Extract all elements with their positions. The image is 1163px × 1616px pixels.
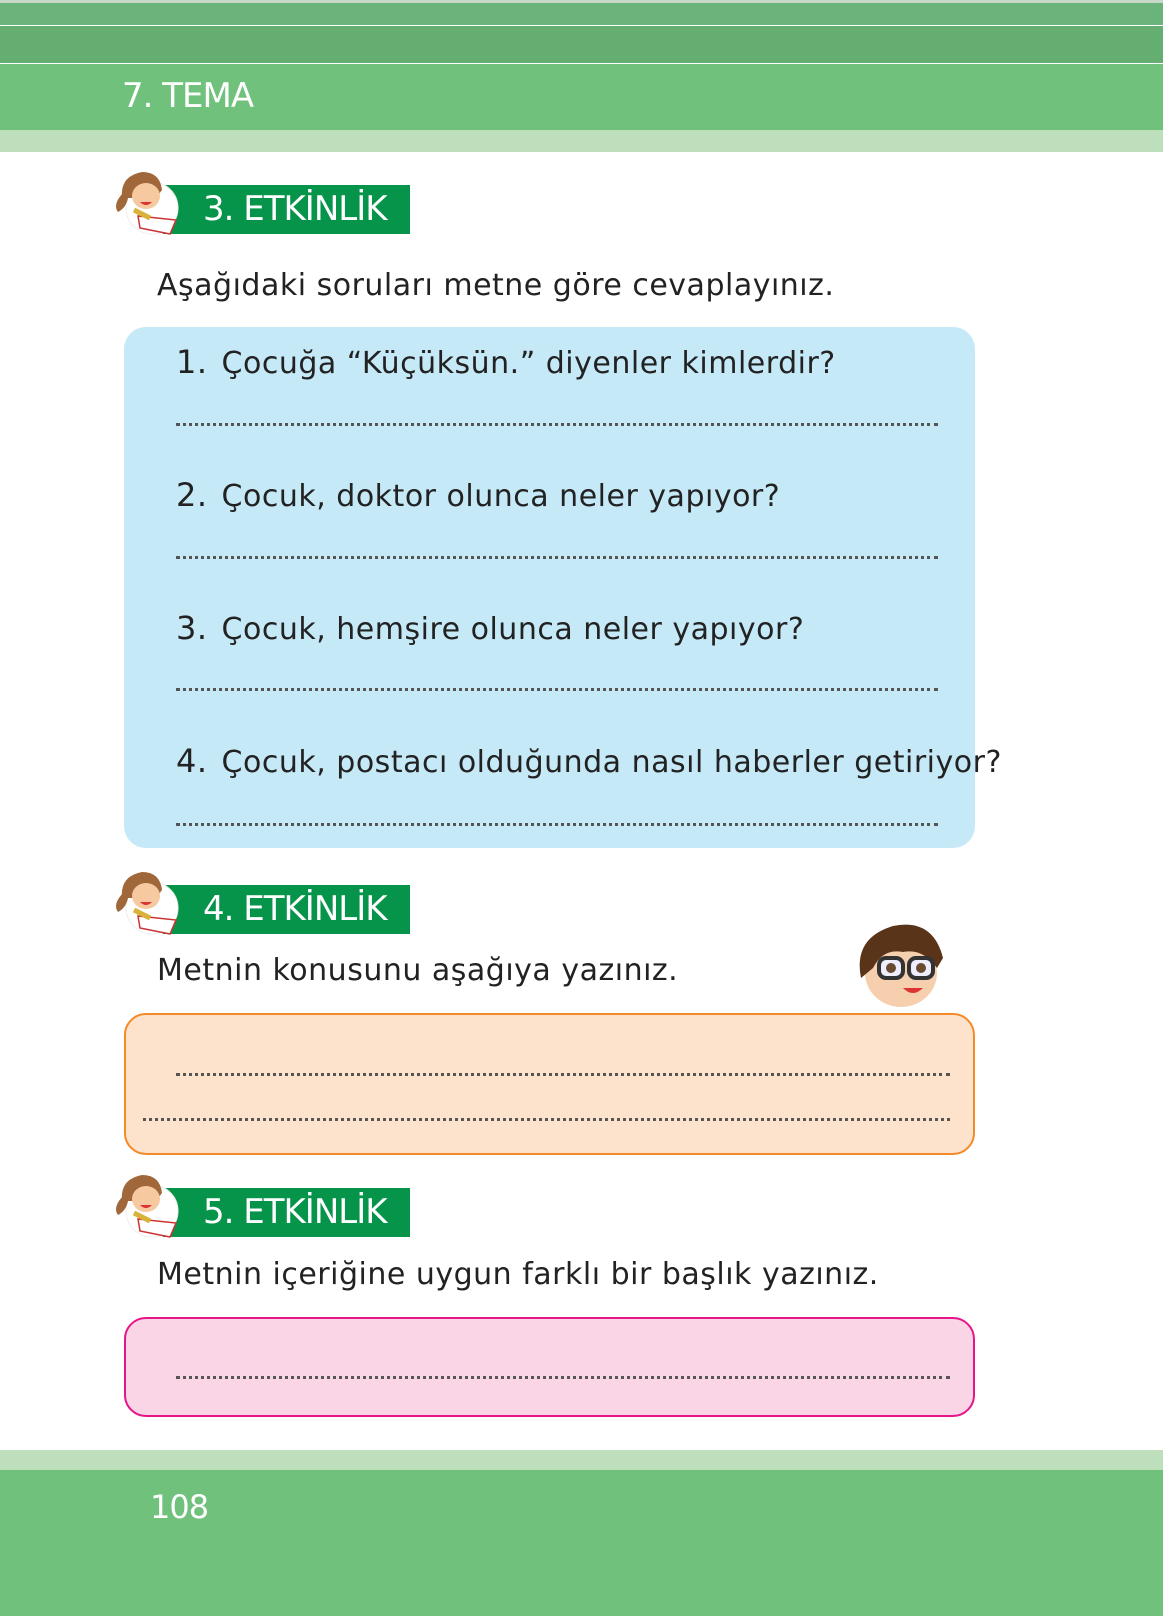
header-band-1 — [0, 3, 1163, 25]
topic-answer-box[interactable] — [124, 1013, 975, 1155]
question-number: 1. — [176, 343, 208, 381]
activity-3-instruction: Aşağıdaki soruları metne göre cevaplayınız. — [157, 268, 835, 303]
activity-5-instruction: Metnin içeriğine uygun farklı bir başlık yazınız. — [157, 1257, 879, 1292]
topic-answer-line-2[interactable] — [143, 1118, 950, 1121]
question-text: Çocuk, doktor olunca neler yapıyor? — [221, 479, 781, 514]
activity-3-banner: 3. ETKİNLİK — [163, 185, 410, 234]
girl-reading-icon — [110, 868, 185, 940]
answer-line-4[interactable] — [176, 823, 938, 826]
answer-line-1[interactable] — [176, 423, 938, 426]
question-1 — [176, 343, 836, 381]
activity-4-banner: 4. ETKİNLİK — [163, 885, 410, 934]
title-answer-box[interactable] — [124, 1317, 975, 1417]
question-4 — [176, 742, 1002, 780]
page-number: 108 — [150, 1488, 209, 1526]
question-2 — [176, 476, 780, 514]
question-text: Çocuğa “Küçüksün.” diyenler kimlerdir? — [221, 346, 836, 381]
question-number: 4. — [176, 742, 208, 780]
question-3 — [176, 609, 804, 647]
footer-band-light — [0, 1450, 1163, 1470]
title-answer-line[interactable] — [176, 1376, 950, 1379]
girl-reading-icon — [110, 1171, 185, 1243]
activity-5-banner: 5. ETKİNLİK — [163, 1188, 410, 1237]
topic-answer-line-1[interactable] — [176, 1073, 950, 1076]
answer-line-3[interactable] — [176, 688, 938, 691]
header-band-2 — [0, 26, 1163, 63]
boy-with-glasses-icon — [853, 918, 948, 1014]
header-band-light — [0, 130, 1163, 152]
answer-line-2[interactable] — [176, 556, 938, 559]
question-text: Çocuk, hemşire olunca neler yapıyor? — [221, 612, 805, 647]
question-number: 2. — [176, 476, 208, 514]
activity-4-instruction: Metnin konusunu aşağıya yazınız. — [157, 953, 679, 988]
question-number: 3. — [176, 609, 208, 647]
theme-title: 7. TEMA — [122, 76, 254, 116]
question-text: Çocuk, postacı olduğunda nasıl haberler getiriyor? — [221, 745, 1002, 780]
girl-reading-icon — [110, 168, 185, 240]
